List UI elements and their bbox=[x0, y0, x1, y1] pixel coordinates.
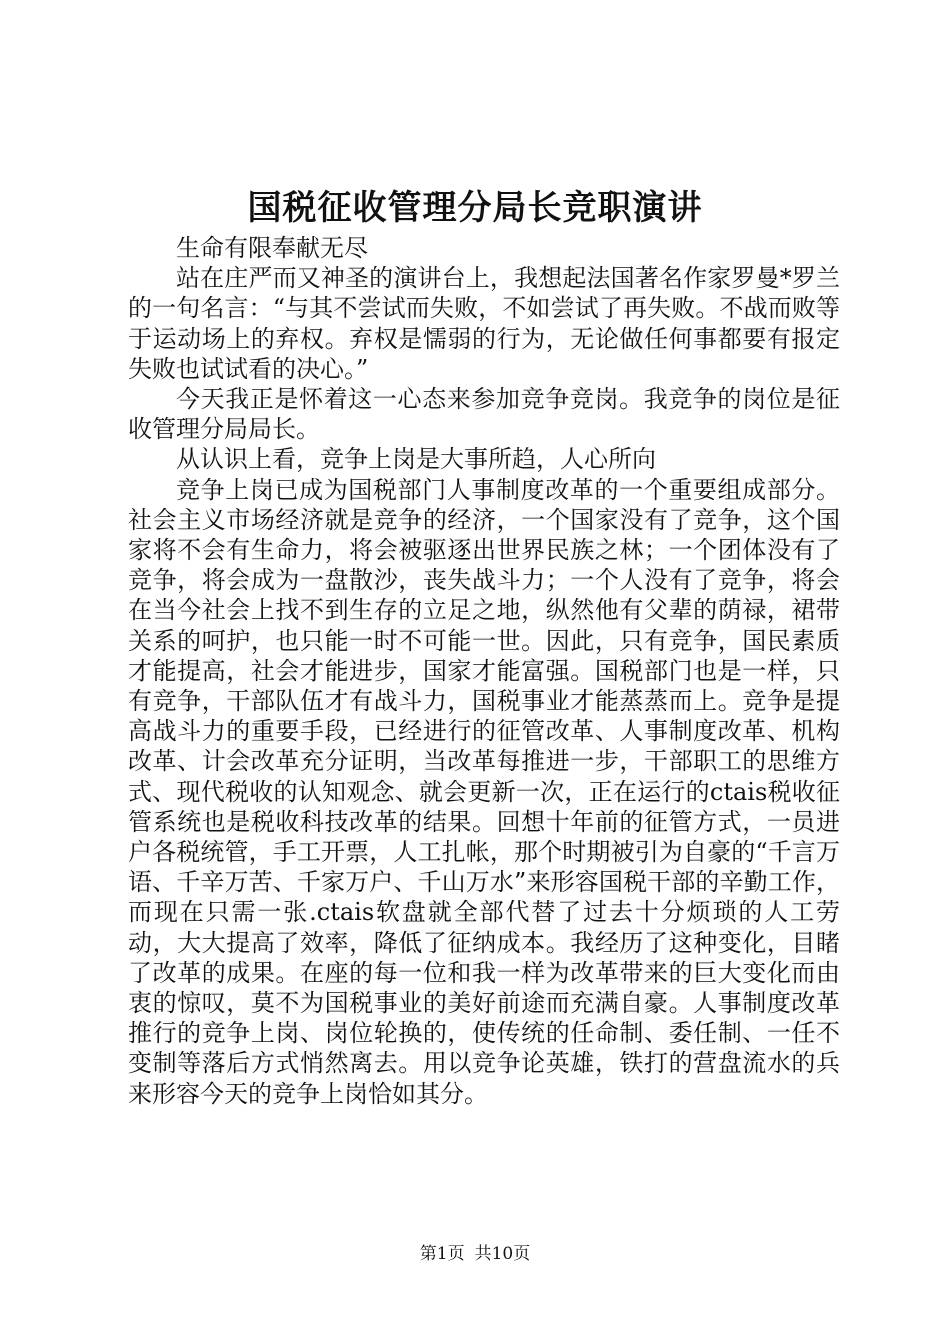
paragraph-heading: 从认识上看，竞争上岗是大事所趋，人心所向 bbox=[176, 445, 656, 474]
document-body bbox=[128, 233, 840, 1109]
page-number: 第1页 bbox=[419, 1244, 465, 1264]
page-footer bbox=[0, 1242, 950, 1266]
paragraph: 竞争上岗已成为国税部门人事制度改革的一个重要组成部分。社会主义市场经济就是竞争的经济，一个国家没有了竞争，这个国家将不会有生命力，将会被驱逐出世界民族之林；一个团体没有了竞争，将会成为一盘散沙，丧失战斗力；一个人没有了竞争，将会在当今社会上找不到生存的立足之地，纵然他有父辈的荫禄，裙带关系的呵护，也只能一时不可能一世。因此，只有竞争，国民素质才能提高，社会才能进步，国家才能富强。国税部门也是一样，只有竞争，干部队伍才有战斗力，国税事业才能蒸蒸而上。竞争是提高战斗力的重要手段，已经进行的征管改革、人事制度改革、机构改革、计会改革充分证明，当改革每推进一步，干部职工的思维方式、现代税收的认知观念、就会更新一次，正在运行的ctais税收征管系统也是税收科技改革的结果。回想十年前的征管方式，一员进户各税统管，手工开票，人工扎帐，那个时期被引为自豪的“千言万语、千辛万苦、千家万户、千山万水”来形容国税干部的辛勤工作，而现在只需一张.ctais软盘就全部代替了过去十分烦琐的人工劳动，大大提高了效率，降低了征纳成本。我经历了这种变化，目睹了改革的成果。在座的每一位和我一样为改革带来的巨大变化而由衷的惊叹，莫不为国税事业的美好前途而充满自豪。人事制度改革推行的竞争上岗、岗位轮换的，使传统的任命制、委任制、一任不变制等落后方式悄然离去。用以竞争论英雄，铁打的营盘流水的兵来形容今天的竞争上岗恰如其分。 bbox=[128, 475, 840, 1108]
document-title: 国税征收管理分局长竞职演讲 bbox=[247, 188, 703, 228]
paragraph: 今天我正是怀着这一心态来参加竞争竞岗。我竞争的岗位是征收管理分局局长。 bbox=[128, 385, 840, 444]
page-total: 共10页 bbox=[474, 1244, 531, 1264]
paragraph-subtitle: 生命有限奉献无尽 bbox=[176, 234, 368, 262]
paragraph: 站在庄严而又神圣的演讲台上，我想起法国著名作家罗曼*罗兰的一句名言：“与其不尝试而失败，不如尝试了再失败。不战而败等于运动场上的弃权。弃权是懦弱的行为，无论做任何事都要有报定失败也试试看的决心。” bbox=[128, 264, 840, 383]
